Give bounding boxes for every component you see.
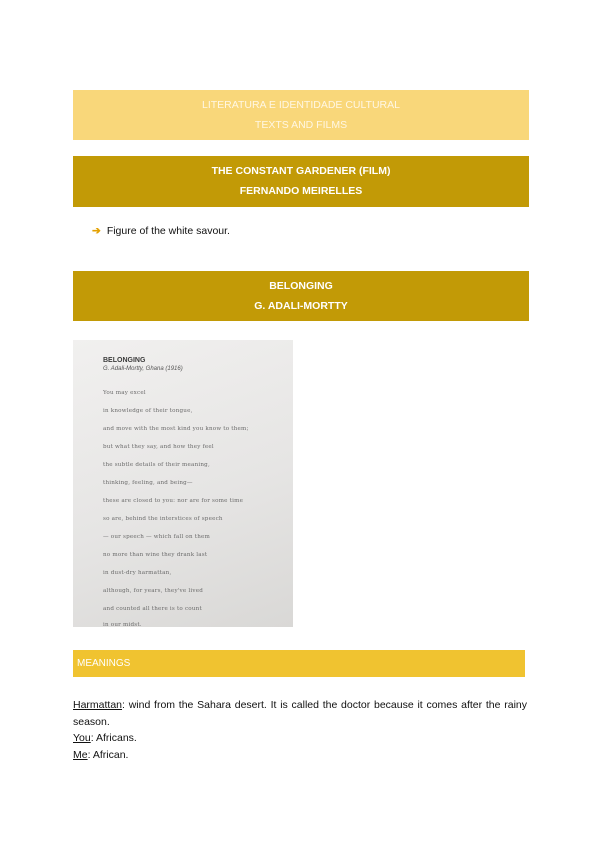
- definition-text: : Africans.: [90, 732, 137, 744]
- poem-banner: [73, 271, 529, 321]
- photo-poem-author: G. Adali-Mortty, Ghana (1916): [103, 366, 183, 372]
- poem-line: and counted all there is to count: [103, 606, 202, 612]
- definition-item: [73, 730, 527, 747]
- definition-text: : wind from the Sahara desert. It is called the doctor because it comes after the rainy season.: [73, 699, 527, 728]
- poem-line: but what they say, and how they feel: [103, 444, 214, 450]
- poem-line: in dust-dry harmattan,: [103, 570, 172, 576]
- film-title: THE CONSTANT GARDENER (FILM): [211, 165, 391, 177]
- poem-line: thinking, feeling, and being—: [103, 480, 193, 486]
- meanings-header: MEANINGS: [73, 650, 525, 677]
- definitions-list: [73, 697, 527, 763]
- course-subtitle: TEXTS AND FILMS: [254, 119, 348, 131]
- poem-line: no more than wine they drank last: [103, 552, 208, 558]
- poem-author: G. ADALI-MORTTY: [254, 300, 348, 312]
- poem-line: in our midst.: [103, 622, 142, 627]
- poem-line: — our speech — which fall on them: [103, 534, 211, 540]
- definition-term: Harmattan: [73, 699, 123, 711]
- poem-line: You may excel: [103, 390, 146, 396]
- poem-line: and move with the most kind you know to them;: [103, 426, 249, 432]
- bullet-item: [92, 225, 230, 237]
- definition-item: [73, 697, 527, 730]
- poem-title: BELONGING: [269, 280, 333, 292]
- poem-line: so are, behind the interstices of speech: [103, 516, 223, 522]
- definition-item: [73, 747, 527, 764]
- definition-term: Me: [73, 748, 88, 761]
- poem-line: these are closed to you: nor are for some time: [103, 498, 244, 504]
- course-title-banner: [73, 90, 529, 140]
- poem-line: in knowledge of their tongue,: [103, 408, 193, 414]
- course-title: LITERATURA E IDENTIDADE CULTURAL: [202, 99, 400, 111]
- bullet-text: Figure of the white savour.: [106, 225, 230, 237]
- poem-photo: [73, 340, 293, 627]
- photo-poem-title: BELONGING: [103, 357, 146, 364]
- definition-term: You: [73, 732, 91, 744]
- film-banner: [73, 156, 529, 207]
- definition-text: : African.: [87, 748, 129, 761]
- poem-line: the subtle details of their meaning,: [103, 462, 210, 468]
- arrow-right-icon: ➔: [92, 225, 101, 237]
- poem-line: although, for years, they've lived: [103, 588, 204, 594]
- film-director: FERNANDO MEIRELLES: [239, 185, 363, 197]
